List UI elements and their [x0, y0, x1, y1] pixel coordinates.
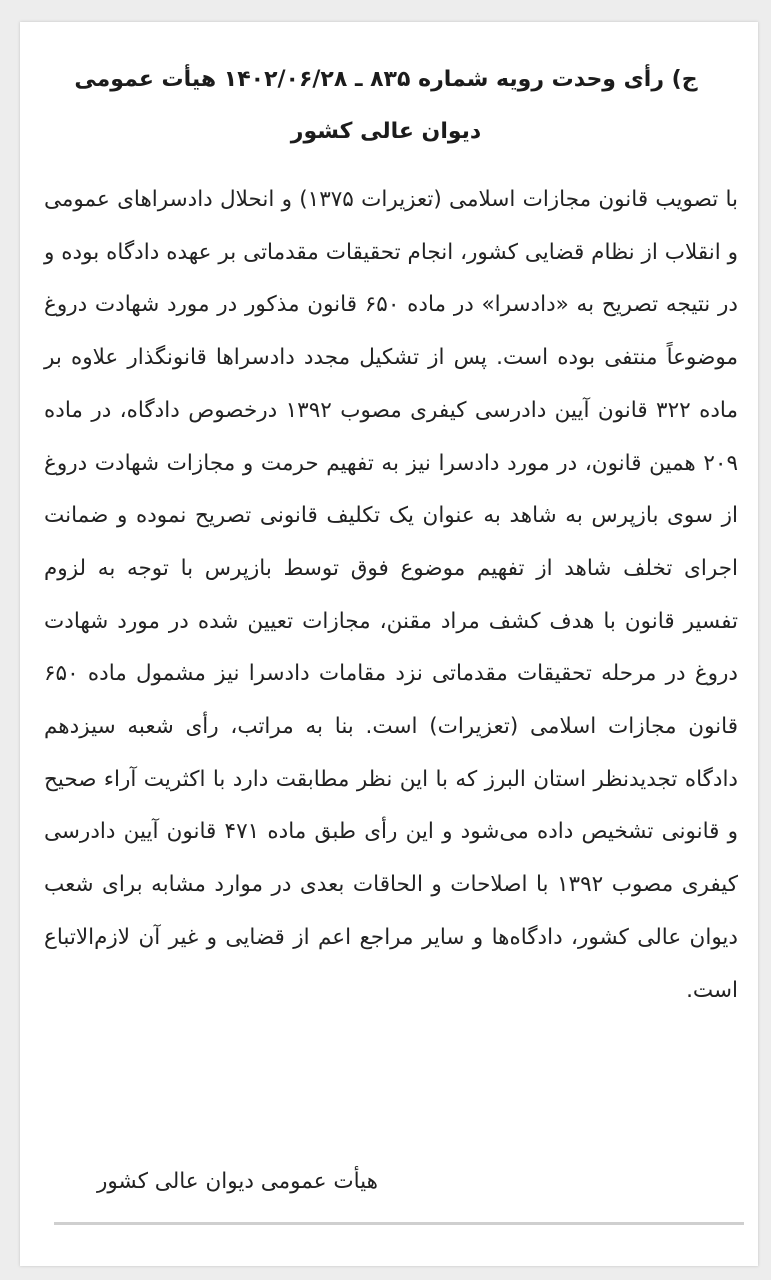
ruling-heading: ج) رأی وحدت رویه شماره ۸۳۵ ـ ۱۴۰۲/۰۶/۲۸ هیأت عمومی دیوان عالی کشور: [74, 67, 698, 144]
ruling-body: با تصویب قانون مجازات اسلامی (تعزیرات ۱۳۷۵) و انحلال دادسراهای عمومی و انقلاب از نظام قضایی کشور، انجام تحقیقات مقدماتی بر عهده دادگاه بوده و در نتیجه تصریح به «دادسرا» در ماده ۶۵۰ قانون مذکور در مورد شهادت دروغ موضوعاً منتفی بوده است. پس از تشکیل مجدد دادسراها قانونگذار علاوه بر ماده ۳۲۲ قانون آیین دادرسی کیفری مصوب ۱۳۹۲ درخصوص دادگاه، در ماده ۲۰۹ همین قانون، در مورد دادسرا نیز به تفهیم حرمت و مجازات شهادت دروغ از سوی بازپرس به شاهد به عنوان یک تکلیف قانونی تصریح نموده و ضمانت اجرای تخلف شاهد از تفهیم موضوع فوق توسط بازپرس با توجه به لزوم تفسیر قانون با هدف کشف مراد مقنن، مجازات تعیین شده در مورد شهادت دروغ در مرحله تحقیقات مقدماتی نزد مقامات دادسرا نیز مشمول ماده ۶۵۰ قانون مجازات اسلامی (تعزیرات) است. بنا به مراتب، رأی شعبه سیزدهم دادگاه تجدیدنظر استان البرز که با این نظر مطابقت دارد با اکثریت آراء صحیح و قانونی تشخیص داده می‌شود و این رأی طبق ماده ۴۷۱ قانون آیین دادرسی کیفری مصوب ۱۳۹۲ با اصلاحات و الحاقات بعدی در موارد مشابه برای شعب دیوان عالی کشور، دادگاه‌ها و سایر مراجع اعم از قضایی و غیر آن لازم‌الاتباع است.: [44, 187, 739, 1003]
signature-line: هیأت عمومی دیوان عالی کشور: [97, 1169, 378, 1194]
bottom-divider: [54, 1222, 744, 1225]
document-page: [20, 22, 758, 1266]
